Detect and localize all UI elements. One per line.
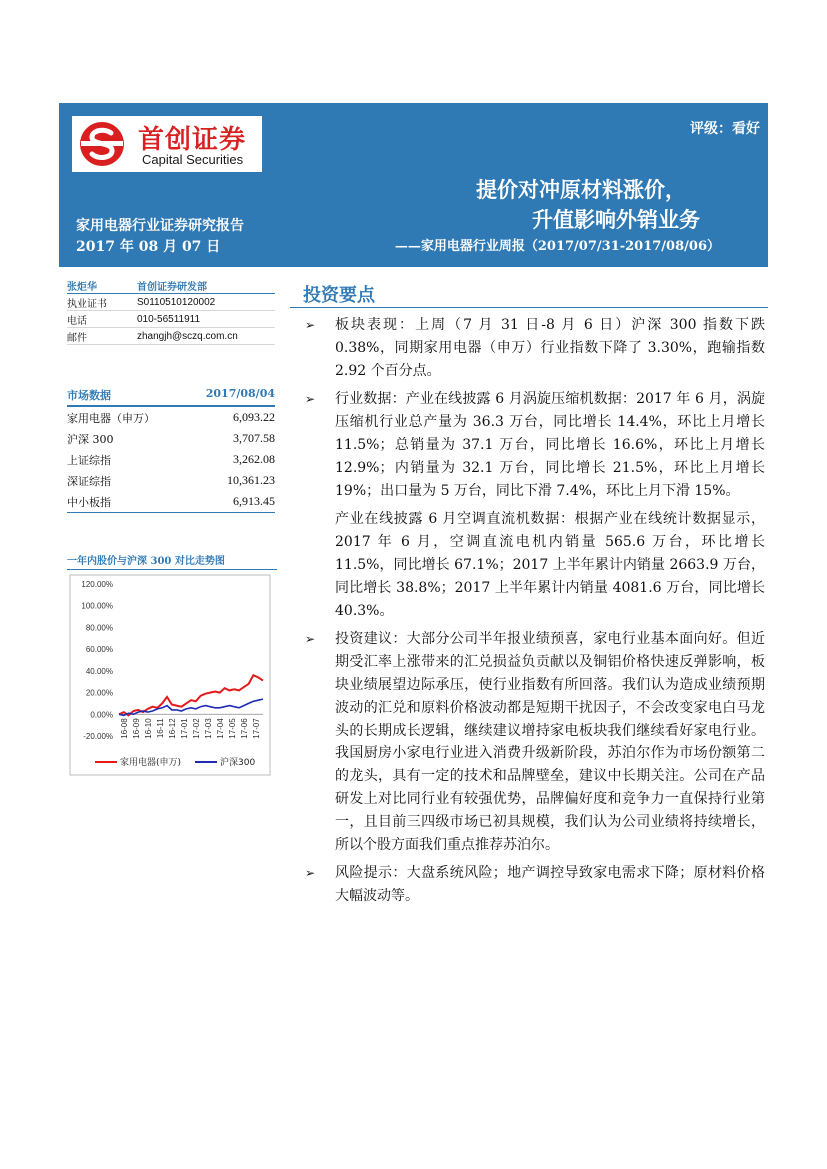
market-row-name: 深证综指 — [67, 474, 111, 488]
analyst-row — [67, 311, 275, 328]
market-row-value: 6,093.22 — [233, 410, 275, 424]
market-row-name: 沪深 300 — [67, 432, 114, 446]
x-tick-label: 16-12 — [168, 718, 178, 739]
y-tick-label: -20.00% — [83, 732, 113, 741]
section-divider — [290, 307, 768, 308]
analyst-row-value: S0110510120002 — [137, 296, 216, 308]
logo-mark-icon — [78, 120, 126, 168]
market-data-date: 2017/08/04 — [205, 387, 275, 400]
section-title: 投资要点 — [303, 285, 375, 306]
market-row-value: 10,361.23 — [227, 473, 275, 487]
y-tick-label: 20.00% — [85, 688, 113, 698]
analyst-header-row — [67, 277, 275, 294]
report-date: 2017 年 08 月 07 日 — [76, 239, 221, 255]
analyst-info — [67, 277, 275, 345]
market-data-title: 市场数据 — [67, 389, 111, 402]
arrow-bullet-icon: ➢ — [305, 392, 316, 407]
bullet-text: 行业数据：产业在线披露 6 月涡旋压缩机数据：2017 年 6 月，涡旋压缩机行业总产量为 36.3 万台，同比增长 14.4%，环比上月增长 11.5%；总销量为 37.1 万台，同比增长 16.6%，环比上月增长 12.9%；内销量为 32.1 万台，同比增长 21.5%，环比上月增长 19%；出口量为 5 万台，同比下滑 7.4%，环比上月下滑 15%。 — [335, 391, 765, 499]
legend-label: 家用电器(申万) — [120, 758, 182, 768]
key-points — [303, 314, 765, 914]
bullet-item — [303, 628, 765, 856]
y-tick-label: 80.00% — [85, 623, 113, 633]
analyst-name: 张炬华 — [67, 281, 97, 293]
analyst-row-label: 执业证书 — [67, 298, 107, 310]
bullet-text: 风险提示：大盘系统风险；地产调控导致家电需求下降；原材料价格大幅波动等。 — [335, 865, 765, 905]
report-type: 家用电器行业证券研究报告 — [76, 218, 244, 234]
market-row-value: 3,707.58 — [233, 431, 275, 445]
x-tick-label: 17-06 — [240, 718, 250, 739]
x-tick-label: 17-03 — [204, 718, 214, 739]
market-row — [67, 449, 275, 470]
x-tick-label: 17-05 — [228, 718, 238, 739]
bullet-item — [303, 314, 765, 382]
x-tick-label: 17-07 — [252, 718, 262, 739]
chart-svg — [67, 572, 275, 784]
market-row-value: 3,262.08 — [233, 452, 275, 466]
analyst-row-value: 010-56511911 — [137, 313, 201, 325]
y-tick-label: 120.00% — [81, 580, 113, 589]
price-comparison-chart — [67, 572, 275, 784]
market-row-name: 上证综指 — [67, 453, 111, 467]
x-tick-label: 17-02 — [192, 718, 202, 739]
x-tick-label: 16-10 — [144, 718, 154, 739]
bullet-text: 板块表现：上周（7 月 31 日-8 月 6 日）沪深 300 指数下跌 0.38%，同期家用电器（申万）行业指数下降了 3.30%，跑输指数 2.92 个百分点。 — [335, 317, 765, 379]
y-tick-label: 40.00% — [85, 666, 113, 676]
analyst-dept: 首创证券研发部 — [137, 281, 207, 293]
market-row — [67, 470, 275, 491]
arrow-bullet-icon: ➢ — [305, 632, 316, 647]
analyst-email[interactable]: zhangjh@sczq.com.cn — [137, 330, 238, 342]
y-tick-label: 0.00% — [90, 710, 113, 720]
report-title-line1: 提价对冲原材料涨价， — [476, 177, 686, 202]
market-data-table — [67, 387, 275, 513]
chart-title: 一年内股价与沪深 300 对比走势图 — [67, 552, 277, 570]
y-tick-label: 60.00% — [85, 645, 113, 655]
bullet-item — [303, 388, 765, 502]
market-row — [67, 407, 275, 428]
analyst-row — [67, 328, 275, 345]
market-row-name: 中小板指 — [67, 495, 111, 509]
analyst-row — [67, 294, 275, 311]
analyst-row-label: 电话 — [67, 315, 87, 327]
analyst-row-label: 邮件 — [67, 332, 87, 344]
bullet-item — [303, 862, 765, 908]
rating-label: 评级：看好 — [690, 121, 760, 137]
x-tick-label: 16-08 — [120, 718, 130, 739]
market-row-name: 家用电器（申万） — [67, 411, 155, 425]
legend-label: 沪深300 — [220, 758, 256, 768]
arrow-bullet-icon: ➢ — [305, 866, 316, 881]
arrow-bullet-icon: ➢ — [305, 318, 316, 332]
report-subtitle: ——家用电器行业周报（2017/07/31-2017/08/06） — [394, 239, 720, 254]
x-tick-label: 17-01 — [180, 718, 190, 739]
bullet-continuation: 产业在线披露 6 月空调直流机数据：根据产业在线统计数据显示，2017 年 6 月，空调直流电机内销量 565.6 万台，环比增长 11.5%，同比增长 67.1%；2017 上半年累计内销量 2663.9 万台，同比增长 38.8%；2017 上半年累计内销量 4081.6 万台，同比增长 40.3%。 — [335, 511, 765, 619]
bullet-text: 投资建议：大部分公司半年报业绩预喜，家电行业基本面向好。但近期受汇率上涨带来的汇兑损益负贡献以及铜铝价格快速反弹影响，板块业绩展望边际承压，使行业指数有所回落。我们认为造成业绩预期波动的汇兑和原料价格波动都是短期干扰因子，不会改变家电白马龙头的长期成长逻辑，继续建议增持家电板块我们继续看好家电行业。我国厨房小家电行业进入消费升级新阶段，苏泊尔作为市场份额第二的龙头，具有一定的技术和品牌壁垒，建议中长期关注。公司在产品研发上对比同行业有较强优势，品牌偏好度和竞争力一直保持行业第一，且目前三四级市场已初具规模，我们认为公司业绩将持续增长，所以个股方面我们重点推荐苏泊尔。 — [335, 631, 765, 853]
company-logo — [72, 116, 262, 172]
x-tick-label: 16-11 — [156, 718, 166, 739]
logo-chinese-text: 首创证券 — [138, 125, 247, 155]
logo-english-text: Capital Securities — [142, 152, 244, 167]
x-tick-label: 17-04 — [216, 718, 226, 739]
market-row — [67, 428, 275, 449]
x-tick-label: 16-09 — [132, 718, 142, 739]
market-data-header — [67, 387, 275, 407]
report-title-line2: 升值影响外销业务 — [532, 207, 700, 232]
market-row — [67, 491, 275, 513]
y-tick-label: 100.00% — [81, 601, 113, 611]
market-row-value: 6,913.45 — [233, 494, 275, 508]
